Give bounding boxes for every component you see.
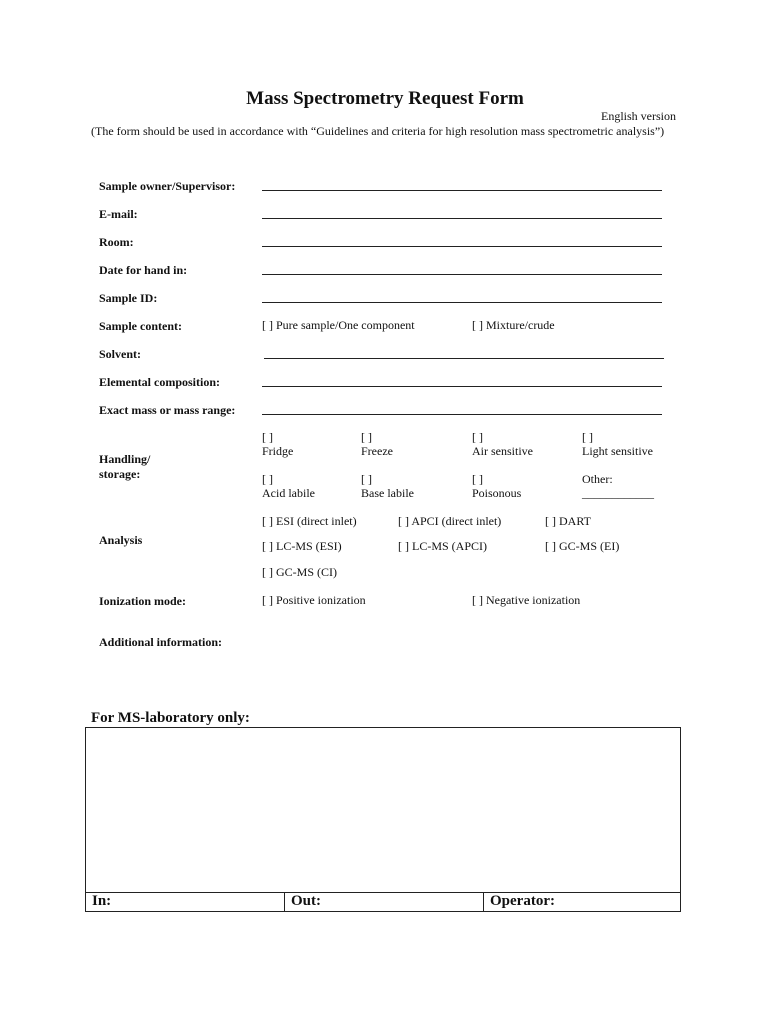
content-label: Sample content:	[99, 319, 182, 333]
out-cell[interactable]: Out:	[285, 893, 484, 911]
acid-labile-checkbox[interactable]: [ ]	[262, 472, 273, 486]
handling-label: Handling/	[99, 452, 151, 466]
freeze-checkbox[interactable]: [ ]	[361, 430, 372, 444]
elemental-field[interactable]	[262, 386, 662, 387]
gcms-ei-checkbox[interactable]: [ ] GC-MS (EI)	[545, 539, 620, 553]
gcms-ci-checkbox[interactable]: [ ] GC-MS (CI)	[262, 565, 337, 579]
operator-cell[interactable]: Operator:	[490, 893, 555, 909]
room-label: Room:	[99, 235, 134, 249]
in-cell[interactable]: In:	[86, 893, 285, 911]
owner-field[interactable]	[262, 190, 662, 191]
sample-id-field[interactable]	[262, 302, 662, 303]
negative-ionization-checkbox[interactable]: [ ] Negative ionization	[472, 593, 581, 607]
ionization-label: Ionization mode:	[99, 594, 186, 608]
light-sensitive-checkbox[interactable]: [ ]	[582, 430, 593, 444]
date-label: Date for hand in:	[99, 263, 188, 277]
esi-checkbox[interactable]: [ ] ESI (direct inlet)	[262, 514, 357, 528]
poisonous-label: Poisonous	[472, 486, 522, 500]
other-label: Other:	[582, 472, 613, 486]
lab-box-footer	[86, 892, 680, 911]
lab-box	[85, 727, 681, 912]
positive-ionization-checkbox[interactable]: [ ] Positive ionization	[262, 593, 366, 607]
version-label: English version	[601, 109, 676, 123]
apci-checkbox[interactable]: [ ] APCI (direct inlet)	[398, 514, 502, 528]
elemental-label: Elemental composition:	[99, 375, 220, 389]
solvent-label: Solvent:	[99, 347, 141, 361]
base-labile-checkbox[interactable]: [ ]	[361, 472, 372, 486]
lcms-esi-checkbox[interactable]: [ ] LC-MS (ESI)	[262, 539, 342, 553]
email-field[interactable]	[262, 218, 662, 219]
owner-label: Sample owner/Supervisor:	[99, 179, 236, 193]
sample-id-label: Sample ID:	[99, 291, 158, 305]
base-labile-label: Base labile	[361, 486, 414, 500]
lcms-apci-checkbox[interactable]: [ ] LC-MS (APCI)	[398, 539, 487, 553]
light-sensitive-label: Light sensitive	[582, 444, 653, 458]
fridge-checkbox[interactable]: [ ]	[262, 430, 273, 444]
acid-labile-label: Acid labile	[262, 486, 315, 500]
air-sensitive-label: Air sensitive	[472, 444, 533, 458]
mass-label: Exact mass or mass range:	[99, 403, 236, 417]
date-field[interactable]	[262, 274, 662, 275]
fridge-label: Fridge	[262, 444, 294, 458]
room-field[interactable]	[262, 246, 662, 247]
air-sensitive-checkbox[interactable]: [ ]	[472, 430, 483, 444]
mass-field[interactable]	[262, 414, 662, 415]
mixture-checkbox[interactable]: [ ] Mixture/crude	[472, 318, 555, 332]
pure-sample-checkbox[interactable]: [ ] Pure sample/One component	[262, 318, 415, 332]
analysis-label: Analysis	[99, 533, 143, 547]
freeze-label: Freeze	[361, 444, 393, 458]
solvent-field[interactable]	[264, 358, 664, 359]
email-label: E-mail:	[99, 207, 138, 221]
lab-section-title: For MS-laboratory only:	[91, 710, 250, 726]
dart-checkbox[interactable]: [ ] DART	[545, 514, 591, 528]
usage-note: (The form should be used in accordance with “Guidelines and criteria for high resolution mass spectrometric analysis”)	[91, 124, 665, 138]
poisonous-checkbox[interactable]: [ ]	[472, 472, 483, 486]
form-title: Mass Spectrometry Request Form	[246, 88, 524, 109]
storage-label: storage:	[99, 467, 141, 481]
additional-info-label: Additional information:	[99, 635, 223, 649]
other-field[interactable]: ____________	[582, 486, 654, 500]
